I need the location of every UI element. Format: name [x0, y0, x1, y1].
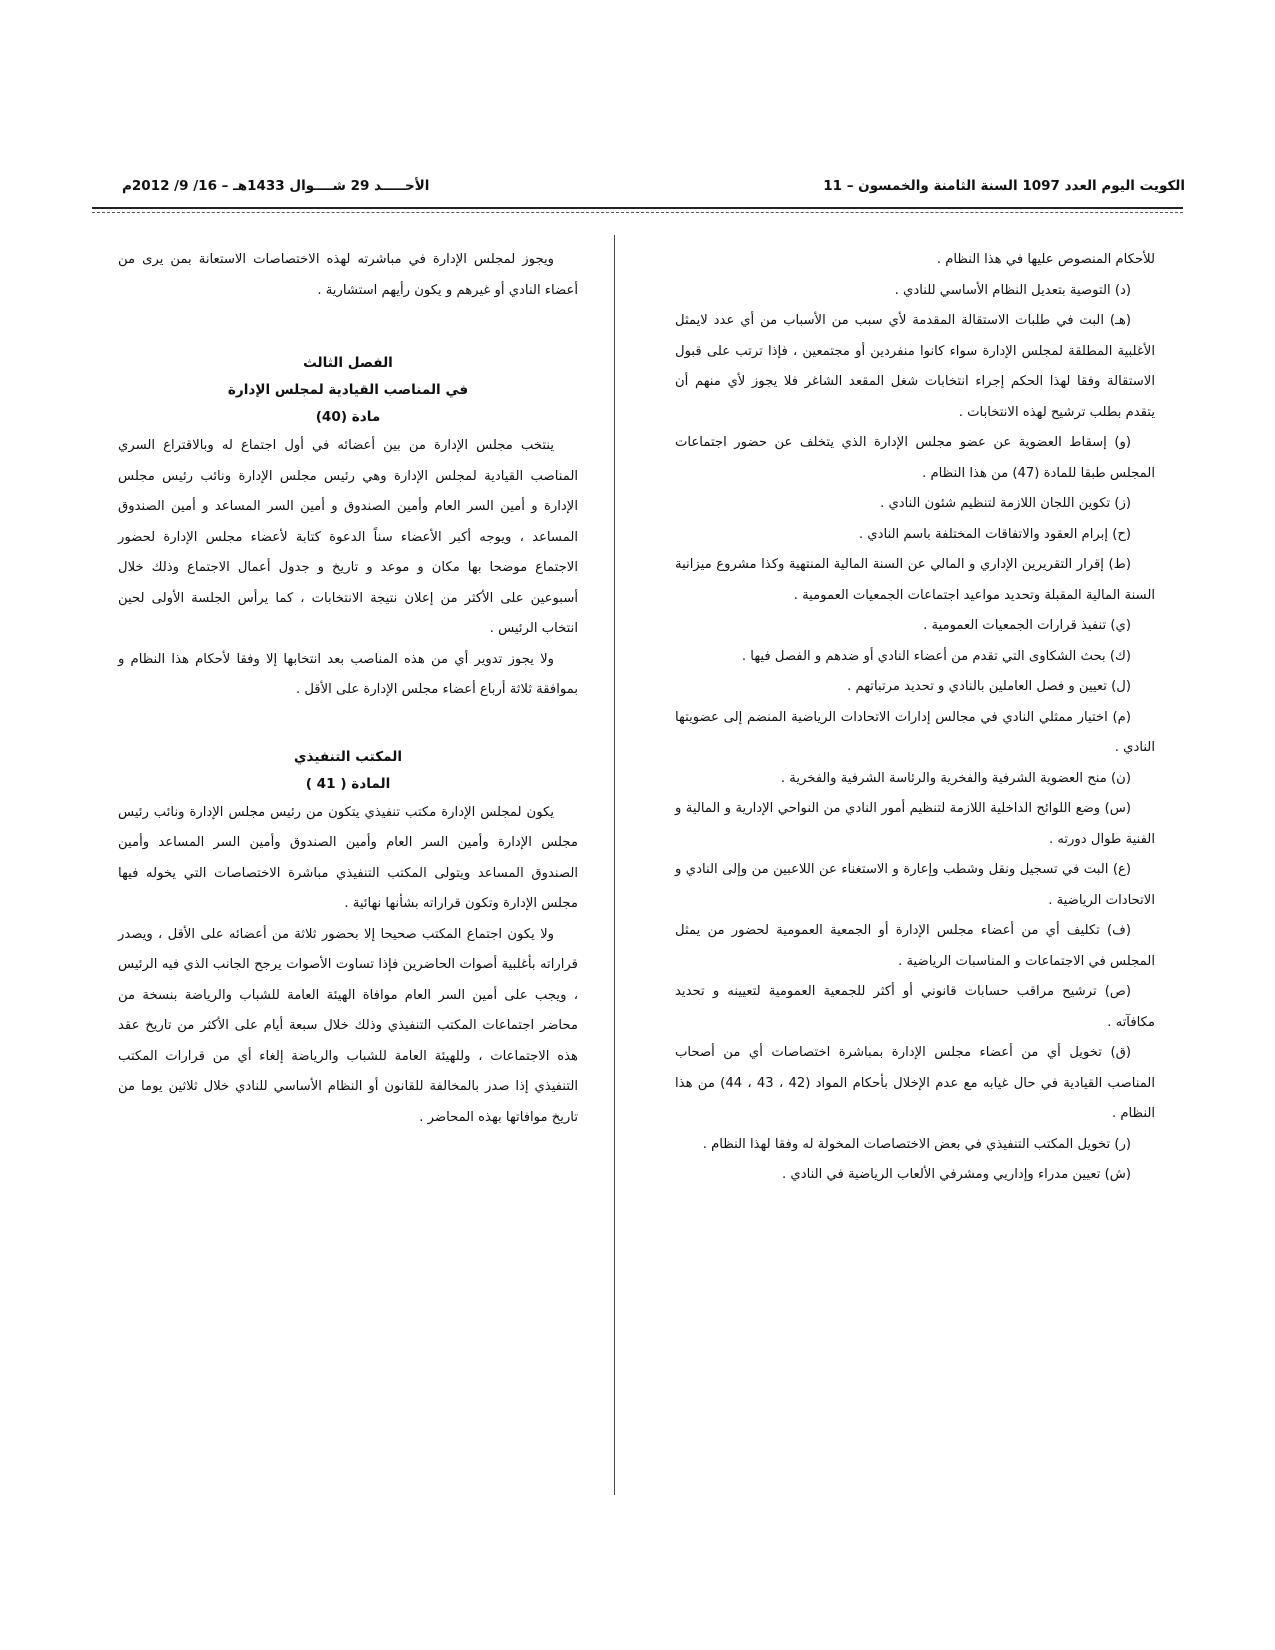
clause-n: (ن) منح العضوية الشرفية والفخرية والرئاسة الشرفية والفخرية .: [780, 770, 1131, 786]
header-rule-dashed: [92, 212, 1183, 213]
header-rule: [92, 207, 1183, 209]
clause-k: (ك) بحث الشكاوى التي تقدم من أعضاء النادي أو ضدهم و الفصل فيها .: [741, 648, 1131, 664]
intro-paragraph: ويجوز لمجلس الإدارة في مباشرته لهذه الاختصاصات الاستعانة بمن يرى من أعضاء النادي أو غيرهم و يكون رأيهم استشارية .: [118, 252, 578, 298]
article-41-title: المادة ( 41 ): [305, 775, 391, 792]
column-divider: [614, 235, 615, 1495]
clause-a: (ع) البت في تسجيل ونقل وشطب وإعارة و الاستغناء عن اللاعبين من وإلى النادي و الاتحادات الرياضية .: [675, 862, 1155, 908]
chapter-title: الفصل الثالث: [303, 355, 393, 371]
right-column: [675, 245, 1155, 1191]
clause-q: (ق) تخويل أي من أعضاء مجلس الإدارة بمباشرة اختصاصات أي من أصحاب المناصب القيادية في حال غيابه مع عدم الإخلال بأحكام المواد (42 ، 43 ، 44) من هذا النظام .: [675, 1045, 1155, 1121]
article-40-paragraph-1: ينتخب مجلس الإدارة من بين أعضائه في أول اجتماع له وبالاقتراع السري المناصب القيادية لمجلس الإدارة وهي رئيس مجلس الإدارة ونائب رئيس مجلس الإدارة و أمين السر العام وأمين الصندوق و أمين السر المساعد و أمين الصندوق المساعد ، ويوجه أكبر الأعضاء سناً الدعوة كتابة لأعضاء مجلس الإدارة لحضور الاجتماع موضحا بها مكان و موعد و تاريخ و جدول أعمال الاجتماع وذلك خلال أسبوعين على الأكثر من إعلان نتيجة الانتخابات ، كما يرأس الجلسة الأولى لحين انتخاب الرئيس .: [118, 438, 578, 636]
clause-y: (ي) تنفيذ قرارات الجمعيات العمومية .: [923, 618, 1131, 633]
section-title: المكتب التنفيذي: [294, 748, 402, 765]
clause-s2: (ص) ترشيح مراقب حسابات قانوني أو أكثر للجمعية العمومية لتعيينه و تحديد مكافآته .: [675, 984, 1155, 1030]
clause-sh: (ش) تعيين مدراء وإداريي ومشرفي الألعاب الرياضية في النادي .: [782, 1167, 1131, 1182]
clause-d: (د) التوصية بتعديل النظام الأساسي للنادي .: [894, 282, 1131, 298]
clause-f: (ف) تكليف أي من أعضاء مجلس الإدارة أو الجمعية العمومية لحضور من يمثل المجلس في الاجتماعات و المناسبات الرياضية .: [675, 923, 1155, 969]
clause-h2: (ح) إبرام العقود والاتفاقات المختلفة باسم النادي .: [858, 526, 1131, 542]
clause-w: (و) إسقاط العضوية عن عضو مجلس الإدارة الذي يتخلف عن حضور اجتماعات المجلس طبقا للمادة (47) من هذا النظام .: [675, 435, 1155, 481]
article-40-title: مادة (40): [315, 409, 381, 425]
article-40-paragraph-2: ولا يجوز تدوير أي من هذه المناصب بعد انتخابها إلا وفقا لأحكام هذا النظام و بموافقة ثلاثة أرباع أعضاء مجلس الإدارة على الأقل .: [118, 651, 578, 697]
header-publication-info: الكويت اليوم العدد 1097 السنة الثامنة والخمسون – 11: [823, 178, 1185, 194]
left-column: [118, 245, 578, 1133]
article-41-paragraph-1: يكون لمجلس الإدارة مكتب تنفيذي يتكون من رئيس مجلس الإدارة ونائب رئيس مجلس الإدارة وأمين السر العام وأمين الصندوق وأمين السر المساعد وأمين الصندوق المساعد ويتولى المكتب التنفيذي مباشرة الاختصاصات التي يخوله فيها مجلس الإدارة وتكون قراراته بشأنها نهائية .: [118, 804, 578, 911]
clause-l: (ل) تعيين و فصل العاملين بالنادي و تحديد مرتباتهم .: [847, 679, 1131, 694]
article-41-paragraph-2: ولا يكون اجتماع المكتب صحيحا إلا بحضور ثلاثة من أعضائه على الأقل ، ويصدر قراراته بأغلبية أصوات الحاضرين فإذا تساوت الأصوات يرجح الجانب الذي فيه الرئيس ، ويجب على أمين السر العام موافاة الهيئة العامة للشباب والرياضة بنسخة من محاضر اجتماعات المكتب التنفيذي وذلك خلال سبعة أيام على الأكثر من تاريخ عقد هذه الاجتماعات ، وللهيئة العامة للشباب والرياضة إلغاء أي من قرارات المكتب التنفيذي إذا صدر بالمخالفة للقانون أو النظام الأساسي للنادي خلال ثلاثين يوما من تاريخ موافاتها بهذه المحاضر .: [118, 926, 578, 1125]
clause-s: (س) وضع اللوائح الداخلية اللازمة لتنظيم أمور النادي من النواحي الإدارية و المالية و الفنية طوال دورته .: [675, 801, 1155, 847]
clause-r: (ر) تخويل المكتب التنفيذي في بعض الاختصاصات المخولة له وفقا لهذا النظام .: [702, 1136, 1131, 1152]
clause-m: (م) اختيار ممثلي النادي في مجالس إدارات الاتحادات الرياضية المنضم إلى عضويتها النادي .: [675, 709, 1155, 755]
clause-t: (ط) إقرار التقريرين الإداري و المالي عن السنة المالية المنتهية وكذا مشروع ميزانية السنة المالية المقبلة وتحديد مواعيد اجتماعات الجمعيات العمومية .: [675, 557, 1155, 603]
page-header: [92, 178, 1185, 200]
header-date: الأحـــــد 29 شــــوال 1433هـ – 16/ 9/ 2012م: [122, 178, 430, 194]
clause-continuation: للأحكام المنصوص عليها في هذا النظام .: [936, 252, 1155, 267]
clause-h: (هـ) البت في طلبات الاستقالة المقدمة لأي سبب من الأسباب من أي عدد لايمثل الأغلبية المطلقة لمجلس الإدارة سواء كانوا منفردين أو مجتمعين ، فإذا ترتب على قبول الاستقالة وفقا لهذا الحكم إجراء انتخابات شغل المقعد الشاغر فلا يجوز لأي منهم أن يتقدم بطلب ترشيح لهذه الانتخابات .: [675, 313, 1155, 420]
chapter-subtitle: في المناصب القيادية لمجلس الإدارة: [227, 382, 469, 398]
clause-z: (ز) تكوين اللجان اللازمة لتنظيم شئون النادي .: [880, 496, 1131, 511]
